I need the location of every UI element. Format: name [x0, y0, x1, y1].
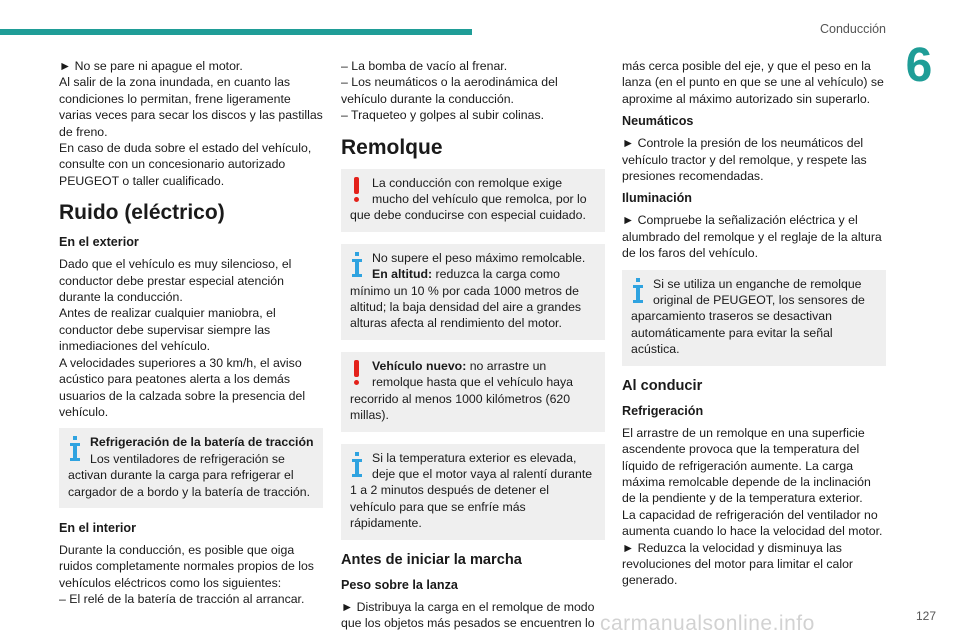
- warning-note-towing: [341, 169, 605, 232]
- page-number: 127: [915, 609, 936, 623]
- neumaticos-paragraph: ► Controle la presión de los neumáticos del vehículo tractor y del remolque, y respete las presiones recomendadas.: [622, 136, 867, 184]
- column-2: [341, 58, 605, 637]
- watermark: carmanualsonline.info: [600, 612, 815, 635]
- info-note-temperature: [341, 444, 605, 540]
- info-icon: [68, 436, 82, 462]
- info-note-hitch: [622, 270, 886, 366]
- info-note-battery-cooling: [59, 428, 323, 508]
- warning-icon: [350, 360, 364, 386]
- heading-neumaticos: Neumáticos: [622, 114, 694, 129]
- note-text: Los ventiladores de refrigeración se activan durante la carga para refrigerar el cargador de a bordo y la batería de tracción.: [68, 451, 310, 499]
- column-3: [622, 58, 886, 595]
- note-text: No supere el peso máximo remolcable.: [372, 250, 586, 265]
- column-1: [59, 58, 323, 614]
- heading-ruido: Ruido (eléctrico): [59, 201, 225, 225]
- exterior-paragraph: Dado que el vehículo es muy silencioso, el conductor debe prestar especial atención durante la conducción. Antes de realizar cualquier maniobra, el conductor debe supervisar siempre las inmediaciones del vehículo. A velocidades superiores a 30 km/h, el aviso acústico para peatones alerta a los demás usuarios de la calzada sobre la presencia del vehículo.: [59, 257, 306, 419]
- noise-list: – La bomba de vacío al frenar. – Los neumáticos o la aerodinámica del vehículo durante la conducción. – Traqueteo y golpes al subir colinas.: [341, 59, 558, 123]
- interior-paragraph: Durante la conducción, es posible que oiga ruidos completamente normales propios de los vehículos eléctricos como los siguientes: – El relé de la batería de tracción al arrancar.: [59, 542, 314, 607]
- warning-bold: Vehículo nuevo:: [372, 358, 467, 373]
- heading-interior: En el interior: [59, 520, 136, 535]
- info-icon: [350, 252, 364, 278]
- heading-refrigeracion: Refrigeración: [622, 403, 704, 418]
- heading-exterior: En el exterior: [59, 235, 139, 250]
- info-icon: [350, 452, 364, 478]
- heading-al-conducir: Al conducir: [622, 377, 703, 394]
- note-text-rest: reduzca la carga como mínimo un 10 % por cada 1000 metros de altitud; la baja densidad del aire a grandes alturas afecta al rendimiento del motor.: [350, 267, 582, 331]
- header-accent-bar: [0, 29, 472, 35]
- note-title: Refrigeración de la batería de tracción: [90, 435, 314, 450]
- peso-paragraph: ► Distribuya la carga en el remolque de modo que los objetos más pesados se encuentren lo: [341, 599, 595, 630]
- chapter-number: 6: [905, 39, 933, 92]
- flood-paragraph: ► No se pare ni apague el motor. Al salir de la zona inundada, en cuanto las condiciones lo permitan, frene ligeramente varias veces para secar los discos y las pastillas de freno. En caso de duda sobre el estado del vehículo, consulte con un concesionario autorizado PEUGEOT o taller cualificado.: [59, 59, 323, 188]
- warning-note-new-vehicle: [341, 352, 605, 432]
- warning-text: La conducción con remolque exige mucho del vehículo que remolca, por lo que debe conducirse con especial cuidado.: [350, 175, 587, 223]
- warning-icon: [350, 177, 364, 203]
- heading-remolque: Remolque: [341, 135, 443, 159]
- heading-peso: Peso sobre la lanza: [341, 577, 458, 592]
- note-bold: En altitud:: [372, 267, 433, 282]
- refrigeracion-paragraph: El arrastre de un remolque en una superficie ascendente provoca que la temperatura del líquido de refrigeración aumente. La carga máxima remolcable depende de la inclinación de la pendiente y de la temperatura exterior. La capacidad de refrigeración del ventilador no aumenta cuando lo hace la velocidad del motor. ► Reduzca la velocidad y disminuya las revoluciones del motor para limitar el calor generado.: [622, 425, 883, 588]
- info-icon: [631, 278, 645, 304]
- note-text: Si se utiliza un enganche de remolque original de PEUGEOT, los sensores de aparcamiento traseros se desactivan automáticamente para evitar la señal acústica.: [631, 276, 865, 357]
- warning-text: no arrastre un remolque hasta que el vehículo haya recorrido al menos 1000 kilómetros (620 millas).: [350, 358, 573, 423]
- info-note-max-weight: [341, 244, 605, 340]
- peso-continued: más cerca posible del eje, y que el peso en la lanza (en el punto en que se une al vehículo) se aproxime al máximo autorizado sin superarlo.: [622, 59, 884, 106]
- note-text: Si la temperatura exterior es elevada, deje que el motor vaya al ralentí durante 1 a 2 minutos después de detener el vehículo para que se enfríe más rápidamente.: [350, 450, 593, 531]
- heading-iluminacion: Iluminación: [622, 191, 692, 206]
- section-title: Conducción: [819, 22, 886, 36]
- iluminacion-paragraph: ► Compruebe la señalización eléctrica y el alumbrado del remolque y el reglaje de la altura de los faros del vehículo.: [622, 213, 882, 261]
- heading-antes: Antes de iniciar la marcha: [341, 551, 522, 568]
